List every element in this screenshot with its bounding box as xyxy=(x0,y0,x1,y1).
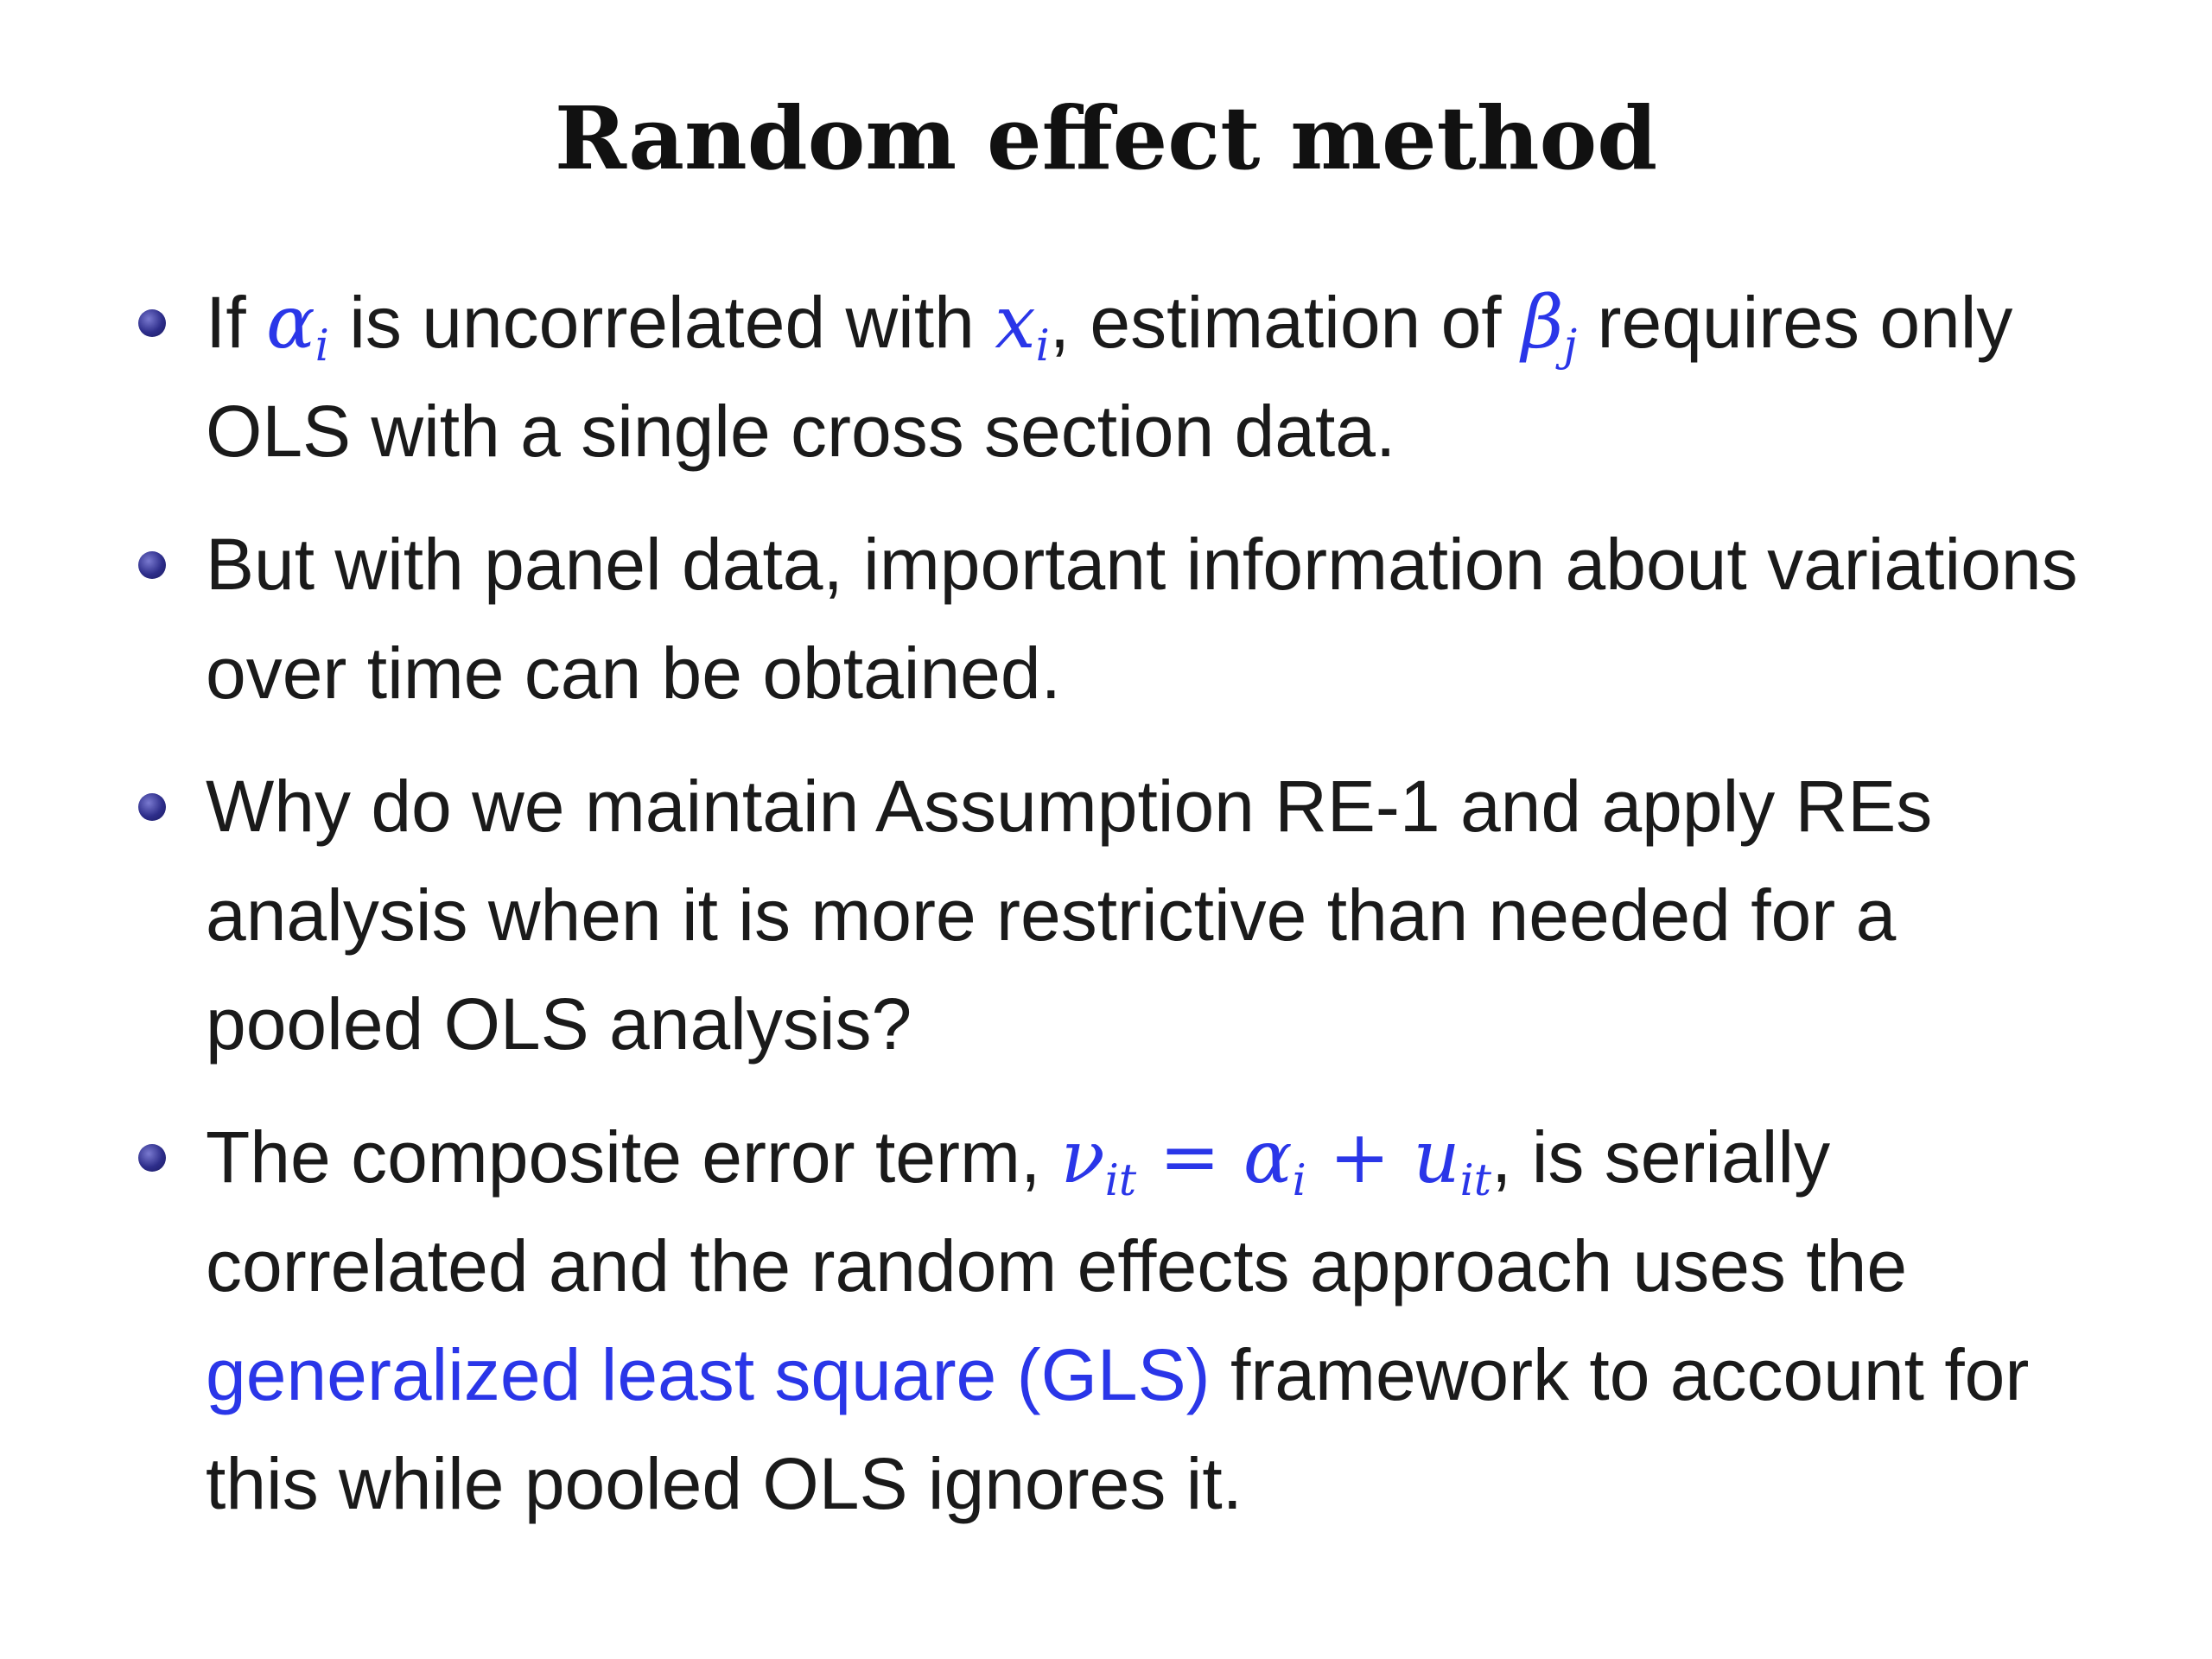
bullet-1-text-pre: If xyxy=(206,282,267,363)
bullet-item-4 xyxy=(0,1103,2107,1538)
bullet-1-text-mid1: is uncorrelated with xyxy=(328,282,995,363)
bullet-dot-icon xyxy=(138,551,166,579)
bullet-1-text-post: requires only OLS with a single cross section data. xyxy=(206,282,2013,472)
bullet-dot-icon xyxy=(138,793,166,821)
gls-link[interactable]: generalized least square (GLS) xyxy=(206,1334,1211,1415)
bullet-list xyxy=(0,268,2212,1562)
alpha-i-symbol: $\alpha_i$ xyxy=(266,280,329,372)
bullet-item-2 xyxy=(0,510,2107,728)
x-i-symbol: $x_i$ xyxy=(995,280,1050,372)
bullet-dot-icon xyxy=(138,309,166,337)
bullet-item-1 xyxy=(0,268,2107,486)
slide-title: Random effect method xyxy=(554,87,1658,189)
bullet-2-text: But with panel data, important information about variations over time can be obtained. xyxy=(206,524,2078,714)
composite-error-equation: $\nu_{it} = \alpha_i + u_{it}$ xyxy=(1060,1115,1492,1206)
bullet-4-text-pre: The composite error term, xyxy=(206,1116,1061,1198)
bullet-4-text-post: framework to account for this while pooled OLS ignores it. xyxy=(206,1334,2030,1524)
bullet-3-text: Why do we maintain Assumption RE-1 and apply REs analysis when it is more restrictive than needed for a pooled OLS analysis? xyxy=(206,766,1933,1065)
bullet-item-3 xyxy=(0,752,2107,1078)
beta-j-symbol: $\beta_j$ xyxy=(1521,280,1578,372)
bullet-4-text-mid: , is serially correlated and the random effects approach uses the xyxy=(206,1116,1908,1306)
bullet-1-text-mid2: , estimation of xyxy=(1049,282,1522,363)
bullet-dot-icon xyxy=(138,1144,166,1172)
